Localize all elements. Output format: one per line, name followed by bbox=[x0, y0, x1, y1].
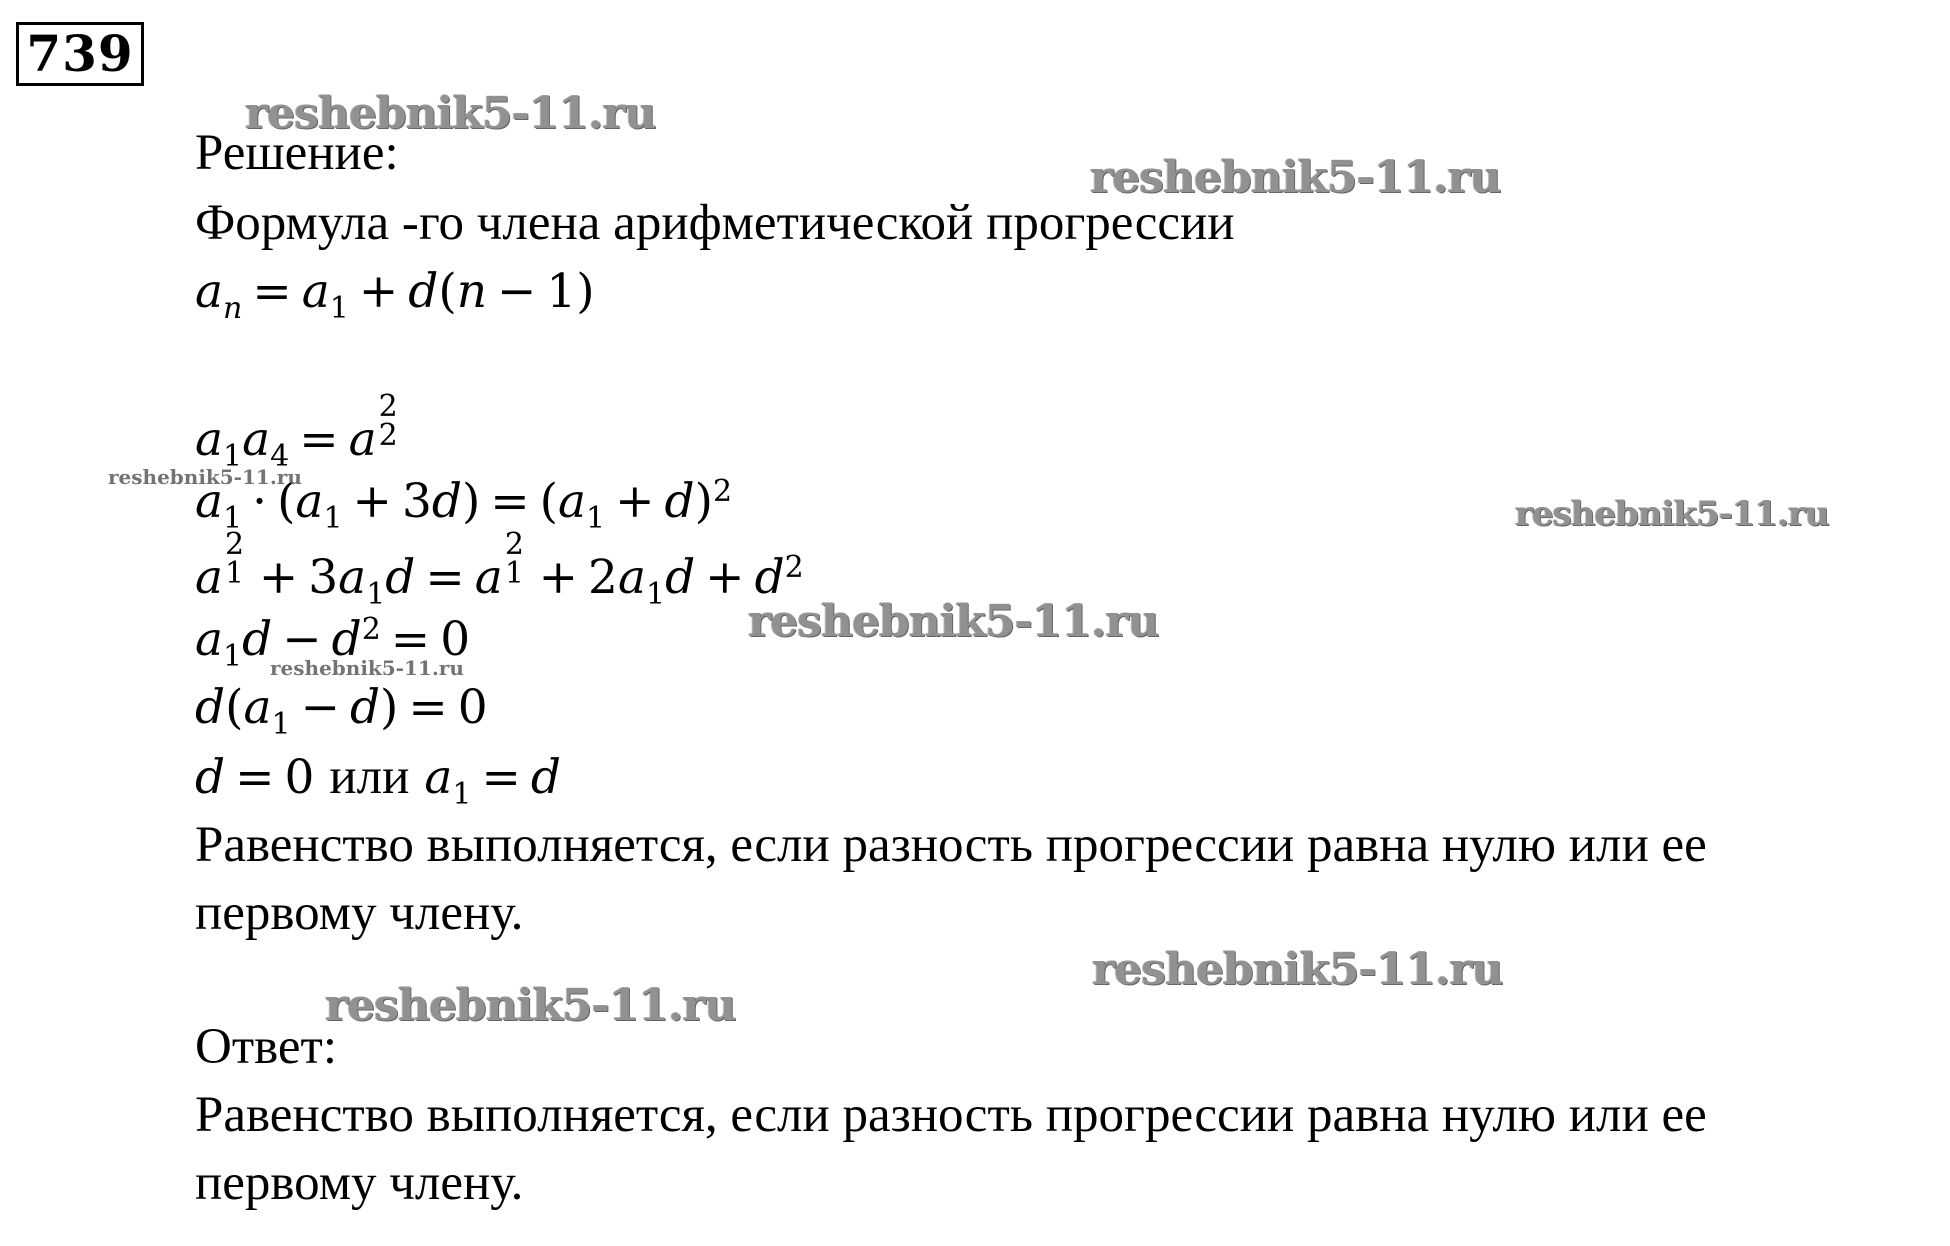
formula-intro: Формула -го члена арифметической прогрессии bbox=[195, 195, 1235, 251]
equation-substituted: $a_1 \cdot (a_1 + 3d) = (a_1 + d)^2$ bbox=[195, 473, 733, 537]
conclusion-line-2: первому члену. bbox=[195, 885, 524, 941]
equation-roots: d = 0 или $a_1 = d$ bbox=[195, 749, 561, 813]
equation-condition: $a_1a_4 = a$ 2 2 bbox=[195, 389, 398, 475]
watermark: reshebnik5-11.ru bbox=[748, 596, 1159, 647]
answer-label: Ответ: bbox=[195, 1019, 337, 1075]
formula-general-term: $a_n = a_1 + d(n - 1)$ bbox=[195, 264, 595, 327]
equation-expanded: a 2 1 + $3a_1d = a$ 2 1 + $2a_1d + d^2$ bbox=[195, 527, 804, 613]
conclusion-line-1: Равенство выполняется, если разность прогрессии равна нулю или ее bbox=[195, 817, 1707, 873]
watermark: reshebnik5-11.ru bbox=[1090, 152, 1501, 203]
equation-simplified: $a_1d - d^2 = 0$ bbox=[195, 611, 471, 675]
watermark: reshebnik5-11.ru bbox=[270, 656, 464, 680]
watermark: reshebnik5-11.ru bbox=[245, 88, 656, 139]
equation-factored: $d(a_1 - d) = 0$ bbox=[195, 680, 488, 743]
watermark: reshebnik5-11.ru bbox=[1515, 494, 1829, 534]
solution-label: Решение: bbox=[195, 125, 399, 181]
problem-number-box: 739 bbox=[16, 22, 144, 86]
answer-line-1: Равенство выполняется, если разность прогрессии равна нулю или ее bbox=[195, 1087, 1707, 1143]
watermark: reshebnik5-11.ru bbox=[1092, 944, 1503, 995]
watermark: reshebnik5-11.ru bbox=[325, 980, 736, 1031]
or-word: или bbox=[329, 749, 410, 805]
watermark: reshebnik5-11.ru bbox=[108, 465, 302, 489]
answer-line-2: первому члену. bbox=[195, 1155, 524, 1211]
